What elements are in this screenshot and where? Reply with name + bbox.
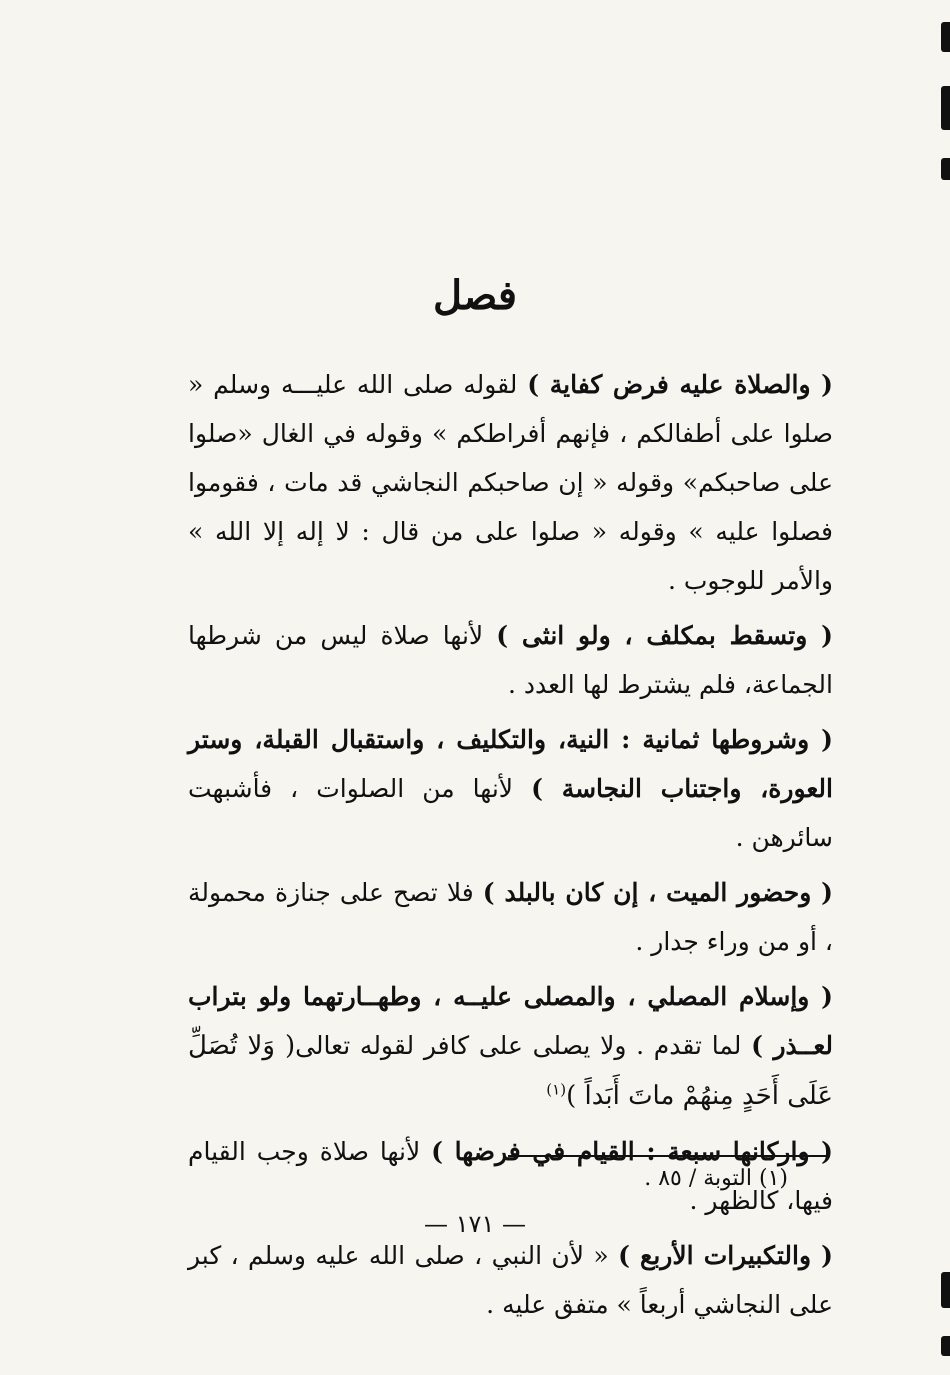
commentary-text: لأنها صلاة وجب القيام فيها، كالظهر . xyxy=(188,1137,833,1215)
footnote: (١) التوبة / ٨٥ . xyxy=(644,1166,788,1191)
quran-verse: ( وَلا تُصَلِّ عَلَى أَحَدٍ مِنهُمْ ماتَ أَبَداً ) xyxy=(188,1031,833,1111)
binding-mark xyxy=(941,158,950,180)
commentary-text: لقوله صلى الله عليـــه وسلم « صلوا على أطفالكم ، فإنهم أفراطكم » وقوله في الغال «صلوا على صاحبكم» وقوله « إن صاحبكم النجاشي قد مات ، فقوموا فصلوا عليه » وقوله « صلوا على من قال : لا إله إلا الله » والأمر للوجوب . xyxy=(188,370,833,595)
binding-mark xyxy=(941,86,950,130)
paragraph xyxy=(188,360,833,605)
matn-text: ( وحضور الميت ، إن كان بالبلد ) xyxy=(482,878,833,907)
matn-text: ( وإسلام المصلي ، والمصلى عليــه ، وطهــارتهما ولو بتراب لعــذر ) xyxy=(188,982,833,1060)
paragraph xyxy=(188,868,833,966)
commentary-text: لأنها من الصلوات ، فأشبهت سائرهن . xyxy=(188,774,833,852)
matn-text: ( واركانها سبعة : القيام في فرضها ) xyxy=(431,1137,834,1166)
binding-mark xyxy=(941,1272,950,1308)
page-number: — ١٧١ — xyxy=(424,1210,526,1238)
paragraph xyxy=(188,1231,833,1329)
footnote-divider xyxy=(508,1155,830,1157)
section-title: فصل xyxy=(432,272,518,319)
matn-text: ( وتسقط بمكلف ، ولو انثى ) xyxy=(496,621,834,650)
paragraph xyxy=(188,611,833,709)
commentary-text: لأنها صلاة ليس من شرطها الجماعة، فلم يشترط لها العدد . xyxy=(188,621,833,699)
commentary-text: « لأن النبي ، صلى الله عليه وسلم ، كبر على النجاشي أربعاً » متفق عليه . xyxy=(188,1241,833,1319)
paragraph xyxy=(188,715,833,862)
matn-text: ( والتكبيرات الأربع ) xyxy=(618,1241,833,1270)
footnote-reference: (١) xyxy=(546,1080,567,1099)
commentary-text: فلا تصح على جنازة محمولة ، أو من وراء جدار . xyxy=(188,878,833,956)
paragraph xyxy=(188,972,833,1121)
binding-mark xyxy=(941,22,950,52)
commentary-text: لما تقدم . ولا يصلى على كافر لقوله تعالى xyxy=(295,1031,752,1060)
matn-text: ( والصلاة عليه فرض كفاية ) xyxy=(527,370,833,399)
matn-text: ( وشروطها ثمانية : النية، والتكليف ، واستقبال القبلة، وستر العورة، واجتناب النجاسة ) xyxy=(188,725,833,803)
binding-mark xyxy=(941,1336,950,1356)
